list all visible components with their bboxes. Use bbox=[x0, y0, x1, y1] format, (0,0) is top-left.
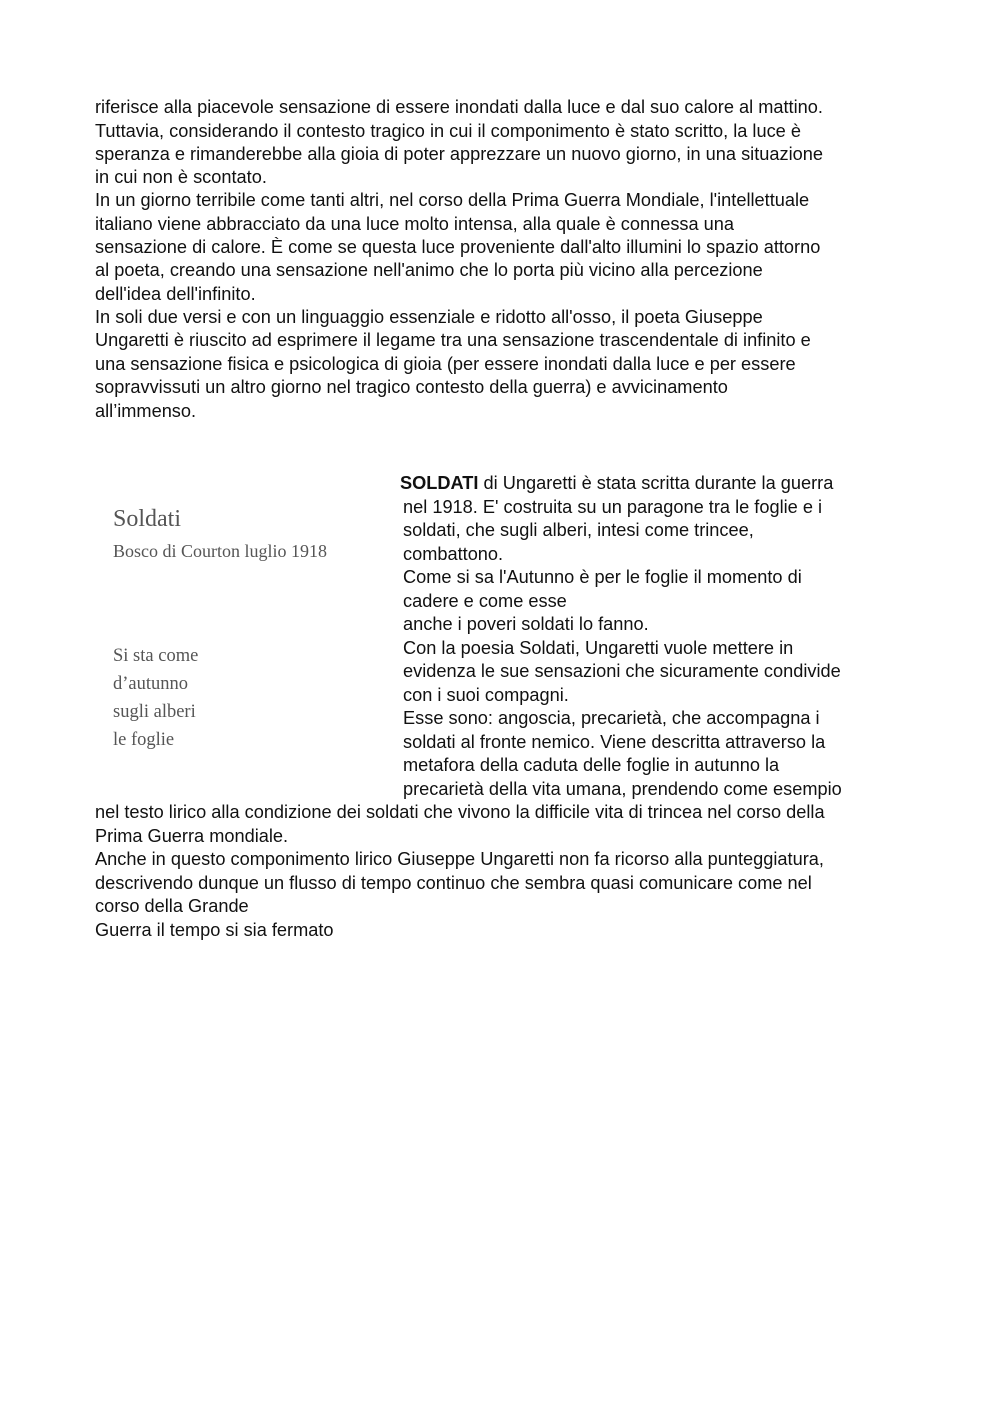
soldati-heading: SOLDATI bbox=[400, 473, 479, 493]
poem-verse: le foglie bbox=[113, 730, 175, 750]
poem-verse: d’autunno bbox=[113, 674, 189, 694]
poem-title: Soldati bbox=[113, 506, 182, 532]
right-column-line: cadere e come esse bbox=[403, 591, 567, 611]
right-column-line: combattono. bbox=[403, 544, 504, 564]
right-column-first-line bbox=[400, 472, 833, 495]
right-column-line: metafora della caduta delle foglie in autunno la bbox=[403, 755, 780, 775]
poem-verse: Si sta come bbox=[113, 646, 199, 666]
body-text-line: italiano viene abbracciato da una luce molto intensa, alla quale è connessa una bbox=[95, 214, 735, 234]
right-column-line: con i suoi compagni. bbox=[403, 685, 569, 705]
body-text-line: Prima Guerra mondiale. bbox=[95, 826, 289, 846]
body-text-line: Guerra il tempo si sia fermato bbox=[95, 920, 334, 940]
right-column-line: precarietà della vita umana, prendendo come esempio bbox=[403, 779, 842, 799]
right-column-line: Esse sono: angoscia, precarietà, che accompagna i bbox=[403, 708, 820, 728]
poem-subtitle: Bosco di Courton luglio 1918 bbox=[113, 541, 328, 561]
right-column-line: nel 1918. E' costruita su un paragone tra le foglie e i bbox=[403, 497, 823, 517]
body-text-line: descrivendo dunque un flusso di tempo continuo che sembra quasi comunicare come nel bbox=[95, 873, 812, 893]
body-text-line: Ungaretti è riuscito ad esprimere il legame tra una sensazione trascendentale di infinito e bbox=[95, 330, 811, 350]
body-text-line: sensazione di calore. È come se questa luce proveniente dall'alto illumini lo spazio attorno bbox=[95, 237, 821, 257]
body-text-line: nel testo lirico alla condizione dei soldati che vivono la difficile vita di trincea nel corso della bbox=[95, 802, 825, 822]
body-text-line: In un giorno terribile come tanti altri, nel corso della Prima Guerra Mondiale, l'intellettuale bbox=[95, 190, 810, 210]
right-column-line: anche i poveri soldati lo fanno. bbox=[403, 614, 649, 634]
right-column-text: di Ungaretti è stata scritta durante la guerra bbox=[478, 473, 834, 493]
body-text-line: riferisce alla piacevole sensazione di essere inondati dalla luce e dal suo calore al mattino. bbox=[95, 97, 823, 117]
right-column-line: soldati al fronte nemico. Viene descritta attraverso la bbox=[403, 732, 826, 752]
body-text-line: all’immenso. bbox=[95, 401, 197, 421]
body-text-line: Anche in questo componimento lirico Giuseppe Ungaretti non fa ricorso alla punteggiatura, bbox=[95, 849, 824, 869]
right-column-line: evidenza le sue sensazioni che sicuramente condivide bbox=[403, 661, 841, 681]
body-text-line: sopravvissuti un altro giorno nel tragico contesto della guerra) e avvicinamento bbox=[95, 377, 728, 397]
right-column-line: soldati, che sugli alberi, intesi come trincee, bbox=[403, 520, 754, 540]
body-text-line: al poeta, creando una sensazione nell'animo che lo porta più vicino alla percezione bbox=[95, 260, 763, 280]
body-text-line: una sensazione fisica e psicologica di gioia (per essere inondati dalla luce e per essere bbox=[95, 354, 796, 374]
body-text-line: speranza e rimanderebbe alla gioia di poter apprezzare un nuovo giorno, in una situazione bbox=[95, 144, 823, 164]
body-text-line: In soli due versi e con un linguaggio essenziale e ridotto all'osso, il poeta Giuseppe bbox=[95, 307, 763, 327]
body-text-line: dell'idea dell'infinito. bbox=[95, 284, 256, 304]
body-text-line: Tuttavia, considerando il contesto tragico in cui il componimento è stato scritto, la luce è bbox=[95, 121, 801, 141]
poem-verse: sugli alberi bbox=[113, 702, 196, 722]
right-column-line: Come si sa l'Autunno è per le foglie il momento di bbox=[403, 567, 802, 587]
body-text-line: in cui non è scontato. bbox=[95, 167, 267, 187]
body-text-line: corso della Grande bbox=[95, 896, 249, 916]
right-column-line: Con la poesia Soldati, Ungaretti vuole mettere in bbox=[403, 638, 794, 658]
